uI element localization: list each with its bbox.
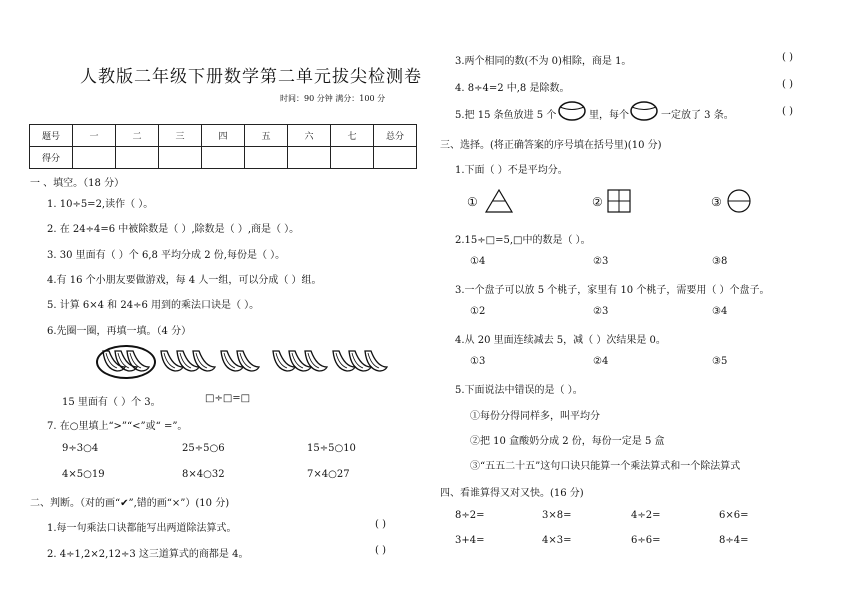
choice-option[interactable]: ③“五五二十五”这句口诀只能算一个乘法算式和一个除法算式	[470, 461, 741, 472]
score-table-header-cell: 三	[159, 125, 202, 147]
judge-question-5-part-1: 5.把 15 条鱼放进 5 个	[455, 110, 557, 121]
bowl-icon	[629, 100, 659, 122]
score-cell[interactable]	[159, 147, 202, 169]
score-table-header-cell: 六	[288, 125, 331, 147]
choice-option[interactable]: ①2	[470, 306, 486, 317]
judge-question-1: 1.每一句乘法口诀都能写出两道除法算式。	[47, 523, 237, 534]
calc-item[interactable]: 3+4=	[455, 535, 485, 546]
triangle-divided-icon	[484, 188, 514, 214]
choice-option[interactable]: ②4	[593, 356, 609, 367]
score-cell[interactable]	[202, 147, 245, 169]
square-quartered-icon	[607, 189, 631, 213]
choice-option[interactable]: ③4	[712, 306, 728, 317]
score-cell[interactable]	[116, 147, 159, 169]
calc-item[interactable]: 3×8=	[542, 510, 572, 521]
answer-paren[interactable]: ( )	[782, 52, 793, 63]
choice-question-5: 5.下面说法中错误的是（ ）。	[455, 385, 583, 396]
calc-item[interactable]: 6÷6=	[631, 535, 661, 546]
score-table-header-cell: 总分	[374, 125, 417, 147]
section-2-title: 二、判断。（对的画“✔”,错的画“×”）(10 分)	[30, 498, 230, 509]
judge-question-5-part-3: 一定放了 3 条。	[661, 110, 734, 121]
compare-item: 25÷5○6	[182, 443, 225, 454]
compare-item: 15÷5○10	[307, 443, 356, 454]
choice-question-1: 1.下面（ ）不是平均分。	[455, 165, 568, 176]
score-table	[29, 124, 417, 169]
score-cell[interactable]	[245, 147, 288, 169]
calc-item[interactable]: 4×3=	[542, 535, 572, 546]
calc-item[interactable]: 4÷2=	[631, 510, 661, 521]
circle-halved-icon	[727, 189, 751, 213]
choice-option-label: ③	[711, 195, 722, 209]
choice-option[interactable]: ③5	[712, 356, 728, 367]
fill-question-1: 1. 10÷5=2,读作（ ）。	[47, 199, 154, 210]
section-3-title: 三、选择。(将正确答案的序号填在括号里)(10 分)	[440, 140, 662, 151]
score-cell[interactable]	[288, 147, 331, 169]
choice-option[interactable]: ①4	[470, 256, 486, 267]
fill-question-2: 2. 在 24÷4=6 中被除数是（ ）,除数是（ ）,商是（ ）。	[47, 224, 300, 235]
bowl-icon	[557, 100, 587, 122]
judge-question-2: 2. 4÷1,2×2,12÷3 这三道算式的商都是 4。	[47, 549, 249, 560]
judge-question-4: 4. 8÷4=2 中,8 是除数。	[455, 83, 570, 94]
banana-picture	[95, 345, 395, 377]
fill-question-6: 6.先圈一圈，再填一填。（4 分）	[47, 326, 192, 337]
choice-option[interactable]: ③8	[712, 256, 728, 267]
fill-question-7: 7. 在○里填上“>”“<”或“ =”。	[47, 421, 188, 432]
score-cell[interactable]	[331, 147, 374, 169]
score-table-header-row	[30, 125, 417, 147]
section-1-title: 一 、填空。（18 分）	[30, 178, 125, 189]
score-table-header-cell: 二	[116, 125, 159, 147]
fill-question-6-expression: □÷□=□	[205, 393, 251, 404]
choice-question-3: 3.一个盘子可以放 5 个桃子，家里有 10 个桃子，需要用（ ）个盘子。	[455, 285, 770, 296]
section-4-title: 四、看谁算得又对又快。(16 分)	[440, 488, 584, 499]
choice-option[interactable]: ②3	[593, 306, 609, 317]
choice-option[interactable]: ①每份分得同样多，叫平均分	[470, 411, 600, 422]
compare-item: 4×5○19	[62, 469, 105, 480]
judge-question-3: 3.两个相同的数(不为 0)相除，商是 1。	[455, 56, 632, 67]
compare-item: 7×4○27	[307, 469, 350, 480]
answer-paren[interactable]: ( )	[375, 519, 386, 530]
calc-item[interactable]: 8÷4=	[719, 535, 749, 546]
choice-option-label: ①	[467, 195, 478, 209]
page-title: 人教版二年级下册数学第二单元拔尖检测卷	[80, 67, 422, 87]
fill-question-4: 4.有 16 个小朋友要做游戏，每 4 人一组，可以分成（ ）组。	[47, 275, 322, 286]
score-table-header-cell: 一	[73, 125, 116, 147]
compare-item: 9÷3○4	[62, 443, 99, 454]
fill-question-3: 3. 30 里面有（ ）个 6,8 平均分成 2 份,每份是（ ）。	[47, 250, 286, 261]
calc-item[interactable]: 8÷2=	[455, 510, 485, 521]
choice-option[interactable]: ②3	[593, 256, 609, 267]
choice-option-label: ②	[592, 195, 603, 209]
score-table-header-cell: 题号	[30, 125, 73, 147]
score-table-header-cell: 四	[202, 125, 245, 147]
score-cell[interactable]	[374, 147, 417, 169]
choice-question-4: 4.从 20 里面连续减去 5，减（ ）次结果是 0。	[455, 335, 666, 346]
choice-option[interactable]: ②把 10 盒酸奶分成 2 份，每份一定是 5 盒	[470, 436, 665, 447]
score-table-header-cell: 五	[245, 125, 288, 147]
compare-item: 8×4○32	[182, 469, 225, 480]
score-table-header-cell: 七	[331, 125, 374, 147]
fill-question-5: 5. 计算 6×4 和 24÷6 用到的乘法口诀是（ ）。	[47, 300, 260, 311]
score-table-row-label: 得分	[30, 147, 73, 169]
judge-question-5-part-2: 里，每个	[589, 110, 629, 121]
calc-item[interactable]: 6×6=	[719, 510, 749, 521]
choice-question-2: 2.15÷□=5,□中的数是（ ）。	[455, 235, 591, 246]
answer-paren[interactable]: ( )	[375, 545, 386, 556]
score-table-score-row	[30, 147, 417, 169]
fill-question-6-blank: 15 里面有（ ）个 3。	[62, 397, 161, 408]
answer-paren[interactable]: ( )	[782, 79, 793, 90]
score-cell[interactable]	[73, 147, 116, 169]
answer-paren[interactable]: ( )	[782, 106, 793, 117]
choice-option[interactable]: ①3	[470, 356, 486, 367]
exam-time-info: 时间：90 分钟 满分：100 分	[280, 94, 386, 103]
